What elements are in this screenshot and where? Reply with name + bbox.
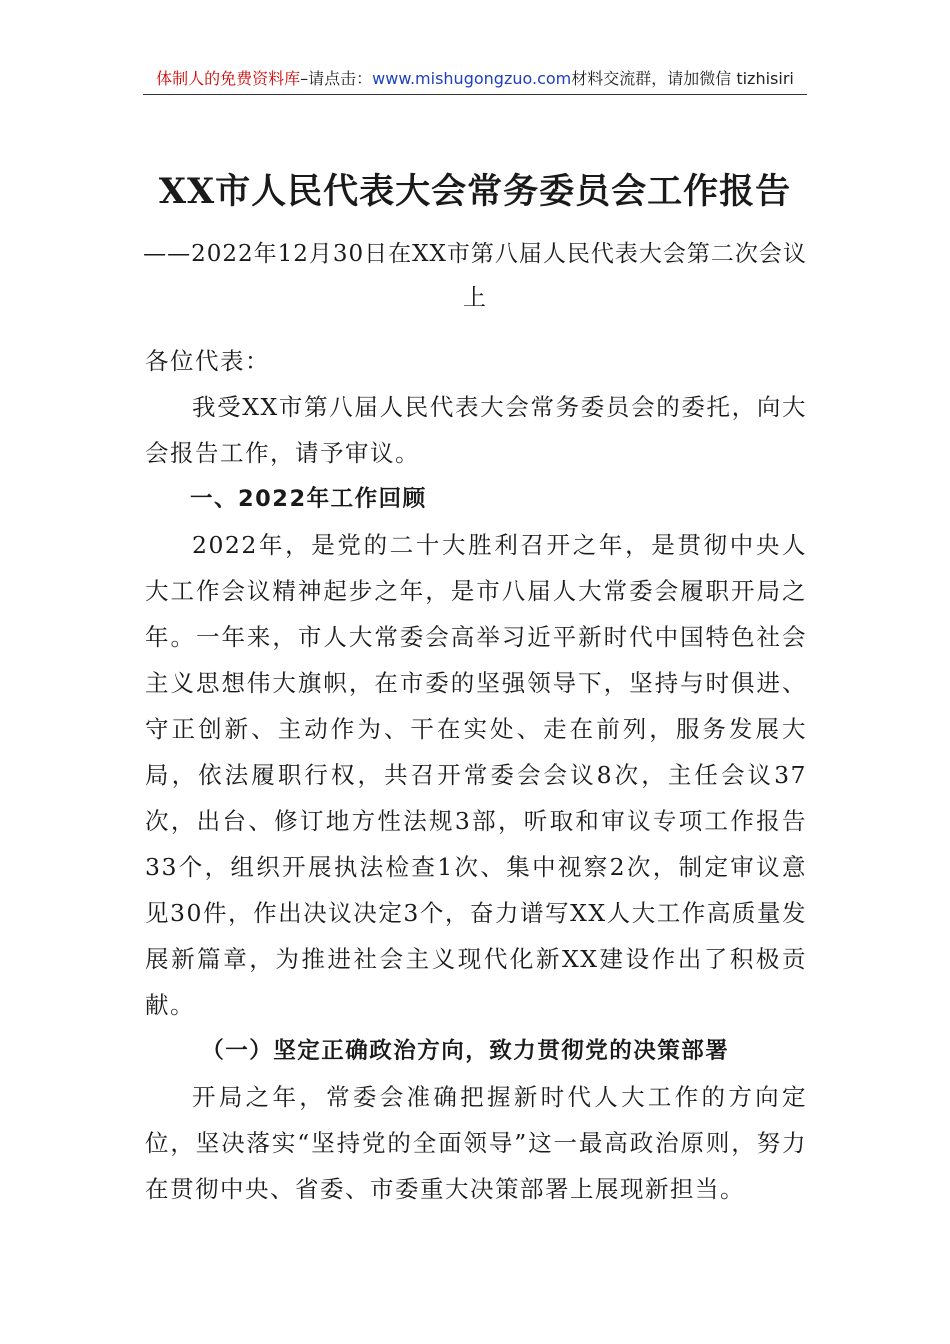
document-title: XX市人民代表大会常务委员会工作报告 [158,171,792,212]
subsection-heading: （一）坚定正确政治方向，致力贯彻党的决策部署 [201,1038,730,1064]
section-paragraph: 2022年，是党的二十大胜利召开之年，是贯彻中央人大工作会议精神起步之年，是市八届人大常委会履职开局之年。一年来，市人大常委会高举习近平新时代中国特色社会主义思想伟大旗帜，在市委的坚强领导下，坚持与时俱进、守正创新、主动作为、干在实处、走在前列，服务发展大局，依法履职行权，共召开常委会会议8次，主任会议37次，出台、修订地方性法规3部，听取和审议专项工作报告33个，组织开展执法检查1次、集中视察2次，制定审议意见30件，作出决议决定3个，奋力谱写XX人大工作高质量发展新篇章，为推进社会主义现代化新XX建设作出了积极贡献。 [145,531,807,1019]
header-prompt: –请点击： [300,69,373,88]
document-body [145,338,807,1212]
header-brand: 体制人的免费资料库 [156,69,301,88]
section-heading: 一、2022年工作回顾 [190,486,427,512]
header-contact: 材料交流群，请加微信 tizhisiri [571,69,794,88]
subsection-paragraph: 开局之年，常委会准确把握新时代人大工作的方向定位，坚决落实“坚持党的全面领导”这一最高政治原则，努力在贯彻中央、省委、市委重大决策部署上展现新担当。 [145,1083,807,1203]
document-subtitle: ——2022年12月30日在XX市第八届人民代表大会第二次会议上 [143,241,807,311]
header-url-link[interactable]: www.mishugongzuo.com [372,69,572,88]
salutation: 各位代表： [145,347,270,375]
intro-paragraph: 我受XX市第八届人民代表大会常务委员会的委托，向大会报告工作，请予审议。 [145,393,807,467]
page-header [143,64,807,95]
